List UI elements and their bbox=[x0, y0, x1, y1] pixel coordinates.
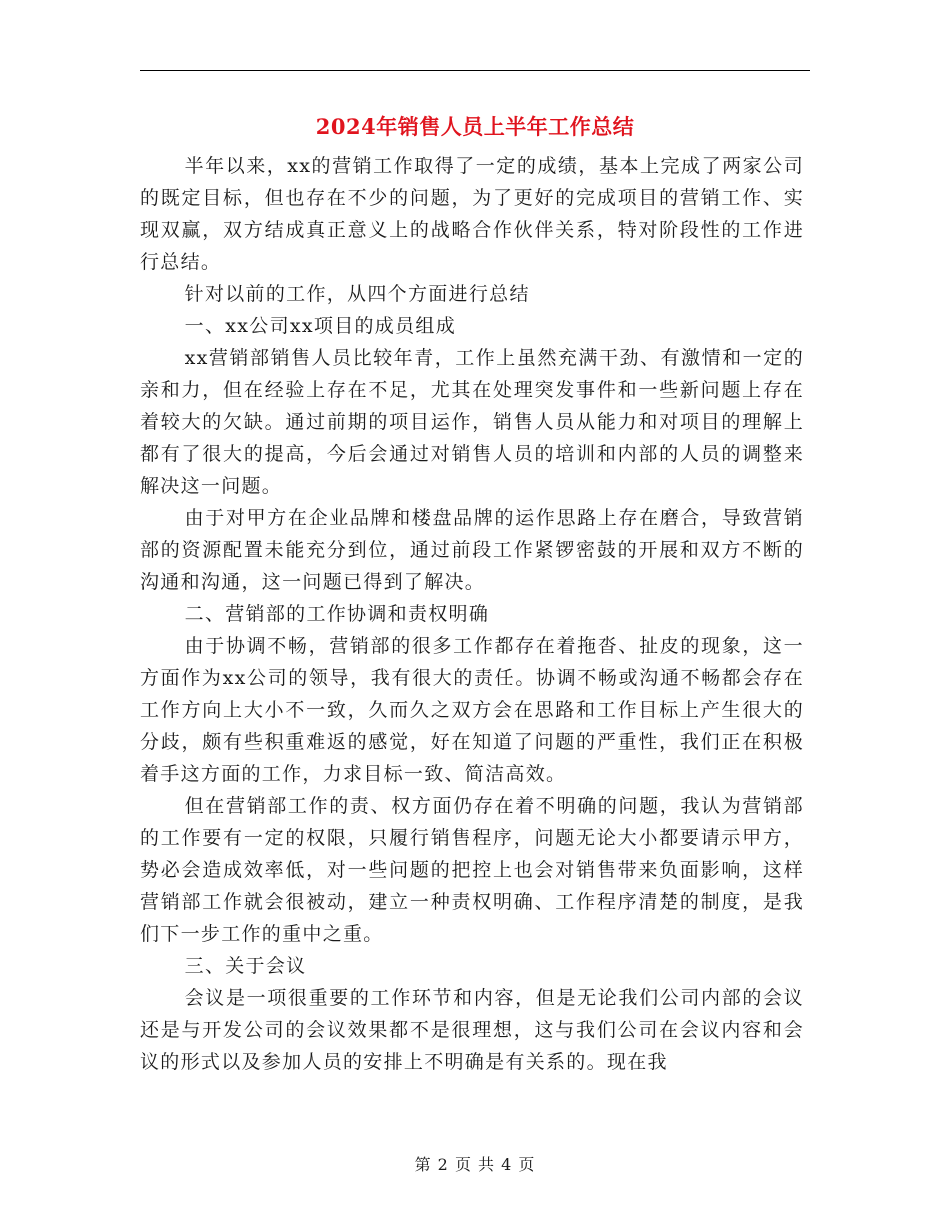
paragraph: 由于对甲方在企业品牌和楼盘品牌的运作思路上存在磨合，导致营销部的资源配置未能充分到位，通过前段工作紧锣密鼓的开展和双方不断的沟通和沟通，这一问题已得到了解决。 bbox=[140, 507, 804, 593]
paragraph: xx营销部销售人员比较年青，工作上虽然充满干劲、有激情和一定的亲和力，但在经验上存在不足，尤其在处理突发事件和一些新问题上存在着较大的欠缺。通过前期的项目运作，销售人员从能力和对项目的理解上都有了很大的提高，今后会通过对销售人员的培训和内部的人员的调整来解决这一问题。 bbox=[140, 347, 804, 497]
page-footer bbox=[0, 1153, 950, 1177]
paragraph: 由于协调不畅，营销部的很多工作都存在着拖沓、扯皮的现象，这一方面作为xx公司的领导，我有很大的责任。协调不畅或沟通不畅都会存在工作方向上大小不一致，久而久之双方会在思路和工作目标上产生很大的分歧，颇有些积重难返的感觉，好在知道了问题的严重性，我们正在积极着手这方面的工作，力求目标一致、简洁高效。 bbox=[140, 635, 804, 785]
section-heading: 一、xx公司xx项目的成员组成 bbox=[184, 315, 457, 337]
document-title: 2024年销售人员上半年工作总结 bbox=[315, 114, 635, 139]
section-heading: 二、营销部的工作协调和责权明确 bbox=[184, 603, 490, 625]
page-number: 第 2 页 共 4 页 bbox=[414, 1155, 536, 1174]
paragraph: 针对以前的工作，从四个方面进行总结 bbox=[184, 283, 530, 305]
document-body bbox=[140, 150, 804, 1078]
paragraph: 会议是一项很重要的工作环节和内容，但是无论我们公司内部的会议还是与开发公司的会议效果都不是很理想，这与我们公司在会议内容和会议的形式以及参加人员的安排上不明确是有关系的。现在我 bbox=[140, 987, 804, 1073]
section-heading: 三、关于会议 bbox=[184, 955, 307, 977]
paragraph: 半年以来，xx的营销工作取得了一定的成绩，基本上完成了两家公司的既定目标，但也存在不少的问题，为了更好的完成项目的营销工作、实现双赢，双方结成真正意义上的战略合作伙伴关系，特对阶段性的工作进行总结。 bbox=[140, 155, 804, 273]
paragraph: 但在营销部工作的责、权方面仍存在着不明确的问题，我认为营销部的工作要有一定的权限，只履行销售程序，问题无论大小都要请示甲方，势必会造成效率低，对一些问题的把控上也会对销售带来负面影响，这样营销部工作就会很被动，建立一种责权明确、工作程序清楚的制度，是我们下一步工作的重中之重。 bbox=[140, 795, 804, 945]
header-rule bbox=[140, 70, 810, 71]
